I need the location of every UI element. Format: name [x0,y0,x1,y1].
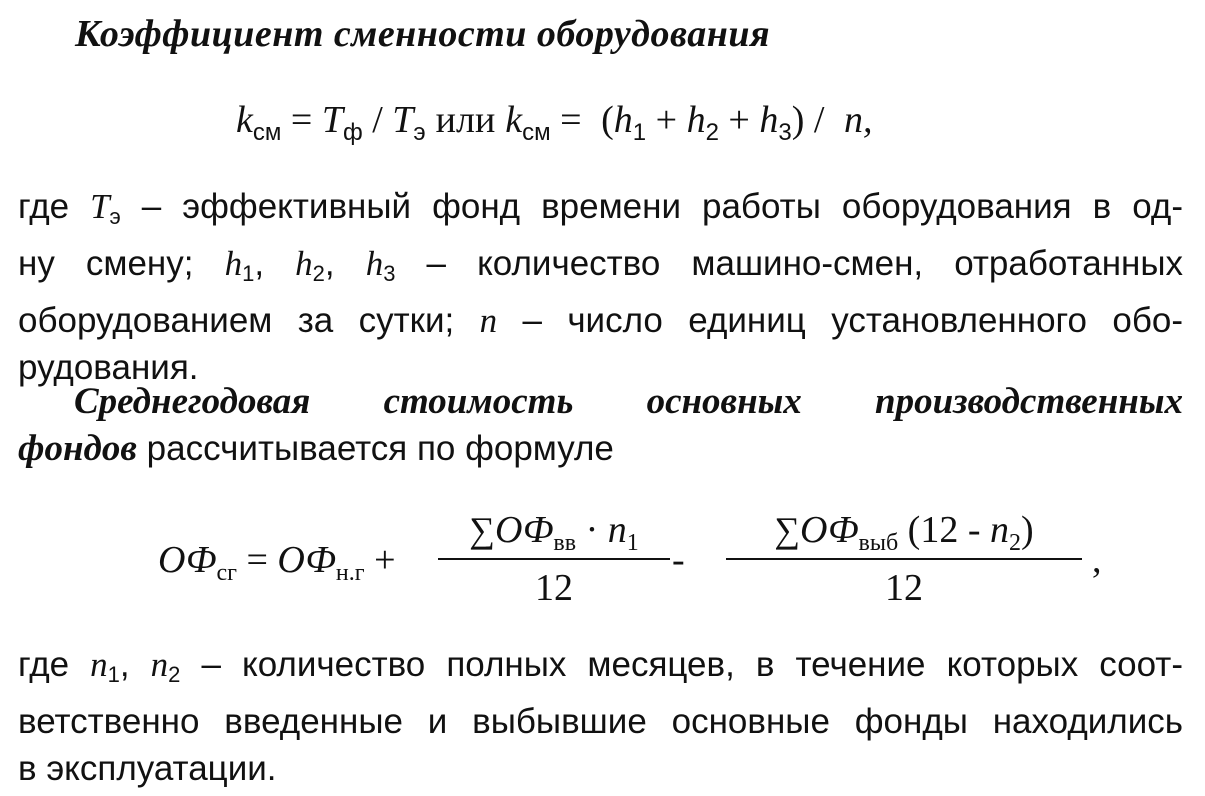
text-subscript: 2 [168,662,181,687]
formula-symbol: n, [843,99,873,141]
formula-subscript: сг [216,560,237,586]
fraction-bar [726,558,1082,560]
paragraph-definitions-2 [18,641,1183,792]
formula-subscript: ф [342,119,363,146]
text-symbol: h [295,244,313,283]
fraction-introduced [438,508,670,610]
term-emphasis: Среднегодовая стоимость основных производственных [74,381,1183,422]
formula-paren: ) [1020,509,1034,551]
fraction-denominator: 12 [535,567,573,609]
formula-subscript: вв [553,530,577,556]
formula-operator: · [576,509,608,551]
formula-operator: = [281,99,322,141]
text-subscript: 3 [383,261,396,286]
text-symbol: n [479,301,498,340]
formula-paren: ( [601,99,614,141]
text-symbol: h [365,244,384,283]
formula-operator: - [672,539,685,581]
formula-lhs [158,538,396,587]
formula-symbol: k [236,99,253,141]
text-run: , [119,645,151,684]
sigma-symbol: ∑ [469,510,495,550]
text-run: , [254,244,296,283]
formula-minus [672,538,685,582]
text-run: оборудованием за сутки; [18,301,480,340]
formula-operator: + [646,99,687,141]
formula-subscript: см [522,119,551,146]
text-run: где [18,645,91,684]
formula-subscript: 1 [632,119,647,146]
sigma-symbol: ∑ [774,510,801,550]
paragraph-average-annual-cost [18,378,1183,472]
section-heading: Коэффициент сменности оборудования [75,13,771,55]
fraction-retired [726,508,1082,610]
text-run: где [18,187,91,226]
text-run: – количество полных месяцев, в течение которых соот- [180,645,1183,684]
formula-symbol: n [989,509,1009,551]
text-line [18,297,1183,344]
text-run: – число единиц установленного обо- [497,301,1183,340]
text-symbol: n [90,645,108,684]
formula-subscript: э [413,119,426,146]
text-run: ну смену; [18,244,225,283]
formula-symbol: h [686,99,706,141]
formula-subscript: н.г [335,560,365,586]
text-run: рассчитывается по формуле [136,429,614,468]
formula-subscript: 2 [1008,530,1021,556]
text-line [18,183,1183,240]
text-subscript: 2 [312,261,325,286]
text-run: – количество машино-смен, отработанных [395,244,1184,283]
term-emphasis: фондов [18,428,137,469]
formula-punctuation: , [1092,539,1102,581]
text-run: , [324,244,366,283]
paragraph-definitions-1 [18,183,1183,391]
text-line: рудования. [18,348,199,387]
text-subscript: 1 [242,261,255,286]
formula-comma [1092,538,1102,582]
formula-operator: + [718,99,760,141]
formula-symbol: n [607,509,627,551]
text-subscript: э [109,204,121,229]
text-symbol: T [90,187,110,226]
fraction-bar [438,558,670,560]
formula-operator: / [362,99,393,141]
formula-subscript: 1 [626,530,639,556]
formula-operator: + [364,539,396,581]
text-line [18,378,1183,425]
formula-symbol: h [613,99,633,141]
formula-subscript: 3 [778,119,792,146]
text-line [18,240,1183,297]
text-line [18,641,1183,698]
fraction-denominator: 12 [885,567,923,609]
text-line: ветственно введенные и выбывшие основные фонды находились [18,702,1183,741]
formula-symbol: k [505,99,523,141]
formula-paren: (12 - [898,509,990,551]
formula-symbol: T [392,99,414,141]
shift-coefficient-formula [236,98,872,147]
formula-subscript: выб [858,530,899,556]
formula-subscript: см [252,119,282,146]
formula-operator: / [804,99,834,141]
formula-operator: = [236,539,278,581]
text-subscript: 1 [107,662,120,687]
text-line [18,425,1183,472]
formula-paren: ) [791,99,805,141]
text-symbol: n [150,645,169,684]
formula-symbol: T [321,99,343,141]
text-line: в эксплуатации. [18,749,277,788]
text-symbol: h [224,244,243,283]
fraction-numerator [726,508,1082,554]
formula-symbol: ОФ [494,509,554,551]
formula-symbol: h [759,99,779,141]
formula-word: или [435,99,496,141]
formula-symbol: ОФ [277,539,336,581]
formula-operator: = [550,99,592,141]
fraction-numerator [438,508,670,554]
text-run: – эффективный фонд времени работы оборудования в од- [120,187,1183,226]
formula-symbol: ОФ [158,539,217,581]
formula-subscript: 2 [705,119,719,146]
formula-symbol: ОФ [800,509,859,551]
